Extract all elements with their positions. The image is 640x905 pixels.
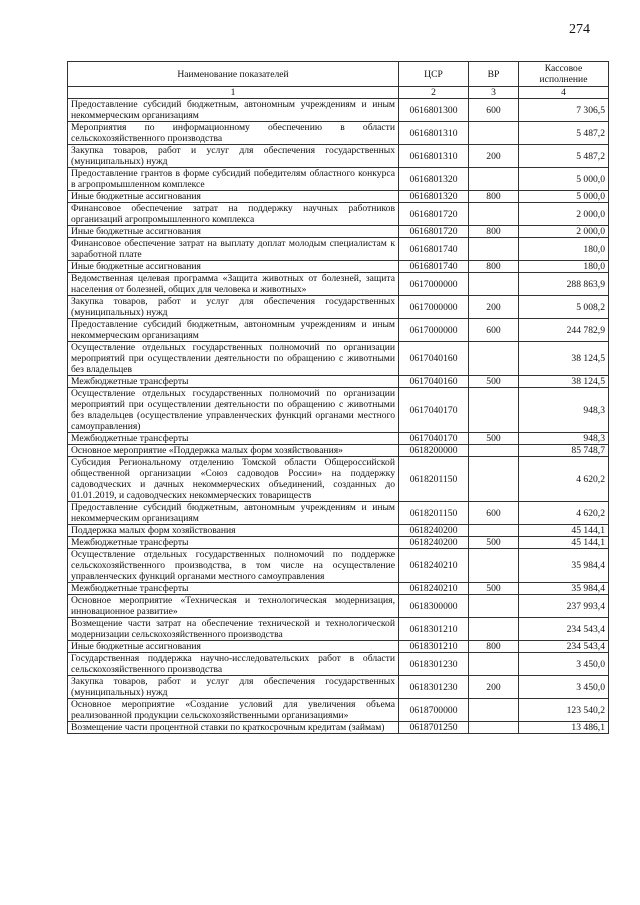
row-csr-code: 0617040160: [399, 342, 469, 376]
row-csr-code: 0616801740: [399, 261, 469, 273]
row-name: Закупка товаров, работ и услуг для обеспечения государственных (муниципальных) нужд: [68, 145, 399, 168]
header-sum: Кассовое исполнение: [519, 62, 609, 87]
row-cash-amount: 5 487,2: [519, 122, 609, 145]
row-csr-code: 0618200000: [399, 445, 469, 457]
row-cash-amount: 3 450,0: [519, 653, 609, 676]
row-vr-code: [469, 595, 519, 618]
row-cash-amount: 237 993,4: [519, 595, 609, 618]
row-vr-code: [469, 525, 519, 537]
row-cash-amount: 180,0: [519, 238, 609, 261]
row-name: Государственная поддержка научно-исследовательских работ в области сельскохозяйственного производства: [68, 653, 399, 676]
row-cash-amount: 5 008,2: [519, 296, 609, 319]
row-name: Мероприятия по информационному обеспечению в области сельскохозяйственного производства: [68, 122, 399, 145]
row-name: Закупка товаров, работ и услуг для обеспечения государственных (муниципальных) нужд: [68, 676, 399, 699]
row-vr-code: [469, 342, 519, 376]
row-csr-code: 0618201150: [399, 502, 469, 525]
row-csr-code: 0618301230: [399, 653, 469, 676]
row-cash-amount: 5 487,2: [519, 145, 609, 168]
row-csr-code: 0617040170: [399, 388, 469, 433]
row-vr-code: [469, 203, 519, 226]
row-csr-code: 0616801310: [399, 122, 469, 145]
row-vr-code: 500: [469, 583, 519, 595]
row-name: Предоставление субсидий бюджетным, автономным учреждениям и иным некоммерческим организациям: [68, 502, 399, 525]
column-number: 3: [469, 87, 519, 99]
row-vr-code: [469, 549, 519, 583]
row-cash-amount: 35 984,4: [519, 583, 609, 595]
header-csr: ЦСР: [399, 62, 469, 87]
row-csr-code: 0616801300: [399, 99, 469, 122]
row-vr-code: 800: [469, 261, 519, 273]
row-csr-code: 0616801320: [399, 168, 469, 191]
row-csr-code: 0618240200: [399, 537, 469, 549]
table-row: [68, 388, 609, 433]
row-cash-amount: 288 863,9: [519, 273, 609, 296]
table-row: [68, 191, 609, 203]
row-vr-code: [469, 722, 519, 734]
row-cash-amount: 234 543,4: [519, 618, 609, 641]
row-csr-code: 0618301230: [399, 676, 469, 699]
row-cash-amount: 13 486,1: [519, 722, 609, 734]
row-name: Предоставление субсидий бюджетным, автономным учреждениям и иным некоммерческим организациям: [68, 99, 399, 122]
row-name: Основное мероприятие «Создание условий для увеличения объема реализованной продукции сельскохозяйственными организациями»: [68, 699, 399, 722]
row-name: Возмещение части процентной ставки по краткосрочным кредитам (займам): [68, 722, 399, 734]
row-vr-code: 600: [469, 99, 519, 122]
column-number: 4: [519, 87, 609, 99]
table-row: [68, 168, 609, 191]
row-cash-amount: 38 124,5: [519, 342, 609, 376]
table-row: [68, 226, 609, 238]
table-row: [68, 273, 609, 296]
row-vr-code: 800: [469, 641, 519, 653]
row-cash-amount: 5 000,0: [519, 168, 609, 191]
table-row: [68, 457, 609, 502]
row-name: Межбюджетные трансферты: [68, 376, 399, 388]
row-vr-code: 200: [469, 676, 519, 699]
row-csr-code: 0618300000: [399, 595, 469, 618]
column-number: 1: [68, 87, 399, 99]
row-vr-code: [469, 457, 519, 502]
column-number-row: [68, 87, 609, 99]
row-csr-code: 0616801720: [399, 203, 469, 226]
row-name: Иные бюджетные ассигнования: [68, 191, 399, 203]
row-name: Возмещение части затрат на обеспечение технической и технологической модернизации сельскохозяйственного производства: [68, 618, 399, 641]
header-vr: ВР: [469, 62, 519, 87]
table-row: [68, 261, 609, 273]
table-row: [68, 319, 609, 342]
row-name: Иные бюджетные ассигнования: [68, 641, 399, 653]
row-cash-amount: 7 306,5: [519, 99, 609, 122]
row-vr-code: [469, 273, 519, 296]
budget-table: [67, 61, 609, 734]
table-row: [68, 342, 609, 376]
row-vr-code: 600: [469, 502, 519, 525]
row-vr-code: 200: [469, 145, 519, 168]
row-cash-amount: 45 144,1: [519, 525, 609, 537]
row-vr-code: 500: [469, 376, 519, 388]
column-number: 2: [399, 87, 469, 99]
row-cash-amount: 5 000,0: [519, 191, 609, 203]
table-body: [68, 99, 609, 734]
row-csr-code: 0616801320: [399, 191, 469, 203]
row-cash-amount: 948,3: [519, 388, 609, 433]
row-name: Поддержка малых форм хозяйствования: [68, 525, 399, 537]
row-cash-amount: 4 620,2: [519, 457, 609, 502]
row-vr-code: 500: [469, 537, 519, 549]
row-vr-code: 500: [469, 433, 519, 445]
table-row: [68, 653, 609, 676]
row-csr-code: 0618240210: [399, 583, 469, 595]
row-name: Субсидия Региональному отделению Томской области Общероссийской общественной организации «Союз садоводов России» на поддержку садоводческих и дачных некоммерческих объединений, созданных до 01.01.2019, и садоводческих некоммерческих товариществ: [68, 457, 399, 502]
row-name: Осуществление отдельных государственных полномочий по организации мероприятий при осуществлении деятельности по обращению с животными без владельцев (осуществление управленческих функций органами местного самоуправления): [68, 388, 399, 433]
row-vr-code: 600: [469, 319, 519, 342]
row-name: Финансовое обеспечение затрат на поддержку научных работников организаций агропромышленного комплекса: [68, 203, 399, 226]
row-vr-code: 800: [469, 191, 519, 203]
row-cash-amount: 35 984,4: [519, 549, 609, 583]
row-vr-code: [469, 122, 519, 145]
table-row: [68, 699, 609, 722]
row-cash-amount: 234 543,4: [519, 641, 609, 653]
row-csr-code: 0617000000: [399, 296, 469, 319]
row-vr-code: [469, 653, 519, 676]
row-name: Ведомственная целевая программа «Защита животных от болезней, защита населения от болезней, общих для человека и животных»: [68, 273, 399, 296]
row-name: Межбюджетные трансферты: [68, 583, 399, 595]
table-row: [68, 445, 609, 457]
table-row: [68, 722, 609, 734]
row-cash-amount: 85 748,7: [519, 445, 609, 457]
table-row: [68, 583, 609, 595]
row-vr-code: [469, 699, 519, 722]
row-cash-amount: 123 540,2: [519, 699, 609, 722]
row-name: Закупка товаров, работ и услуг для обеспечения государственных (муниципальных) нужд: [68, 296, 399, 319]
row-csr-code: 0617040170: [399, 433, 469, 445]
table-row: [68, 537, 609, 549]
row-csr-code: 0618240210: [399, 549, 469, 583]
row-cash-amount: 3 450,0: [519, 676, 609, 699]
row-name: Осуществление отдельных государственных полномочий по поддержке сельскохозяйственного производства, в том числе на осуществление управленческих функций органами местного самоуправления: [68, 549, 399, 583]
row-vr-code: [469, 388, 519, 433]
page-number: 274: [569, 22, 590, 37]
table-row: [68, 525, 609, 537]
row-name: Иные бюджетные ассигнования: [68, 261, 399, 273]
table-row: [68, 502, 609, 525]
row-cash-amount: 2 000,0: [519, 203, 609, 226]
row-vr-code: 800: [469, 226, 519, 238]
row-cash-amount: 2 000,0: [519, 226, 609, 238]
table-row: [68, 549, 609, 583]
row-name: Межбюджетные трансферты: [68, 537, 399, 549]
row-csr-code: 0617040160: [399, 376, 469, 388]
table-row: [68, 122, 609, 145]
table-row: [68, 618, 609, 641]
table-row: [68, 238, 609, 261]
row-name: Межбюджетные трансферты: [68, 433, 399, 445]
row-cash-amount: 4 620,2: [519, 502, 609, 525]
row-cash-amount: 45 144,1: [519, 537, 609, 549]
row-name: Предоставление субсидий бюджетным, автономным учреждениям и иным некоммерческим организациям: [68, 319, 399, 342]
row-cash-amount: 244 782,9: [519, 319, 609, 342]
table-row: [68, 203, 609, 226]
row-csr-code: 0617000000: [399, 273, 469, 296]
table-row: [68, 376, 609, 388]
row-vr-code: 200: [469, 296, 519, 319]
row-csr-code: 0618700000: [399, 699, 469, 722]
table-row: [68, 296, 609, 319]
row-csr-code: 0616801740: [399, 238, 469, 261]
row-vr-code: [469, 238, 519, 261]
header-name: Наименование показателей: [68, 62, 399, 87]
row-cash-amount: 948,3: [519, 433, 609, 445]
row-csr-code: 0618240200: [399, 525, 469, 537]
row-vr-code: [469, 618, 519, 641]
table-row: [68, 145, 609, 168]
table-row: [68, 595, 609, 618]
table-row: [68, 99, 609, 122]
table-row: [68, 641, 609, 653]
row-csr-code: 0618701250: [399, 722, 469, 734]
row-cash-amount: 180,0: [519, 261, 609, 273]
table-row: [68, 676, 609, 699]
table-row: [68, 433, 609, 445]
row-csr-code: 0617000000: [399, 319, 469, 342]
row-name: Предоставление грантов в форме субсидий победителям областного конкурса в агропромышленном комплексе: [68, 168, 399, 191]
row-vr-code: [469, 445, 519, 457]
row-csr-code: 0618301210: [399, 618, 469, 641]
row-name: Финансовое обеспечение затрат на выплату доплат молодым специалистам к заработной плате: [68, 238, 399, 261]
table-header-row: [68, 62, 609, 87]
row-vr-code: [469, 168, 519, 191]
row-name: Основное мероприятие «Техническая и технологическая модернизация, инновационное развитие»: [68, 595, 399, 618]
row-csr-code: 0618301210: [399, 641, 469, 653]
row-csr-code: 0616801720: [399, 226, 469, 238]
row-name: Основное мероприятие «Поддержка малых форм хозяйствования»: [68, 445, 399, 457]
row-csr-code: 0616801310: [399, 145, 469, 168]
row-cash-amount: 38 124,5: [519, 376, 609, 388]
row-csr-code: 0618201150: [399, 457, 469, 502]
row-name: Осуществление отдельных государственных полномочий по организации мероприятий при осуществлении деятельности по обращению с животными без владельцев: [68, 342, 399, 376]
row-name: Иные бюджетные ассигнования: [68, 226, 399, 238]
